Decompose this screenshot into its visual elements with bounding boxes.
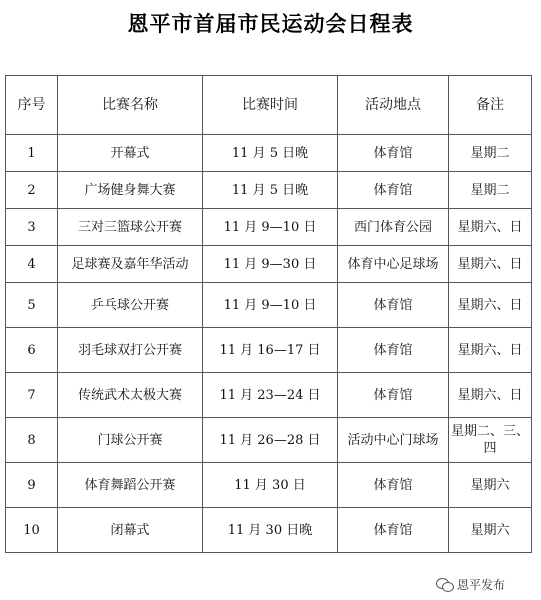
table-row (6, 328, 532, 373)
header-note: 备注 (449, 76, 532, 135)
cell-note: 星期六 (449, 463, 532, 508)
cell-name: 开幕式 (58, 135, 203, 172)
cell-time: 11 月 5 日晚 (203, 135, 338, 172)
cell-no: 5 (6, 283, 58, 328)
cell-note: 星期六、日 (449, 283, 532, 328)
cell-note: 星期二 (449, 135, 532, 172)
cell-time: 11 月 26—28 日 (203, 418, 338, 463)
cell-time: 11 月 9—10 日 (203, 209, 338, 246)
cell-no: 7 (6, 373, 58, 418)
watermark (436, 574, 505, 594)
cell-time: 11 月 23—24 日 (203, 373, 338, 418)
cell-place: 体育馆 (338, 172, 449, 209)
table-row (6, 135, 532, 172)
cell-no: 3 (6, 209, 58, 246)
page-title: 恩平市首届市民运动会日程表 (127, 11, 414, 36)
cell-place: 西门体育公园 (338, 209, 449, 246)
cell-place: 活动中心门球场 (338, 418, 449, 463)
table-row (6, 508, 532, 553)
cell-time: 11 月 30 日晚 (203, 508, 338, 553)
cell-place: 体育馆 (338, 135, 449, 172)
cell-no: 9 (6, 463, 58, 508)
watermark-text: 恩平发布 (457, 577, 506, 592)
table-row (6, 246, 532, 283)
cell-name: 足球赛及嘉年华活动 (58, 246, 203, 283)
cell-no: 4 (6, 246, 58, 283)
cell-time: 11 月 16—17 日 (203, 328, 338, 373)
table-row (6, 209, 532, 246)
cell-no: 10 (6, 508, 58, 553)
cell-note: 星期六、日 (449, 246, 532, 283)
header-time: 比赛时间 (203, 76, 338, 135)
table-row (6, 463, 532, 508)
cell-place: 体育馆 (338, 283, 449, 328)
cell-note: 星期二、三、四 (449, 418, 532, 463)
header-name: 比赛名称 (58, 76, 203, 135)
cell-no: 6 (6, 328, 58, 373)
cell-name: 闭幕式 (58, 508, 203, 553)
cell-name: 传统武术太极大赛 (58, 373, 203, 418)
cell-name: 羽毛球双打公开赛 (58, 328, 203, 373)
table-row (6, 172, 532, 209)
cell-place: 体育馆 (338, 508, 449, 553)
table-row (6, 283, 532, 328)
header-no: 序号 (6, 76, 58, 135)
cell-place: 体育馆 (338, 328, 449, 373)
cell-no: 8 (6, 418, 58, 463)
cell-place: 体育中心足球场 (338, 246, 449, 283)
header-place: 活动地点 (338, 76, 449, 135)
schedule-table (5, 75, 532, 553)
cell-name: 乒乓球公开赛 (58, 283, 203, 328)
table-header-row (6, 76, 532, 135)
cell-time: 11 月 30 日 (203, 463, 338, 508)
wechat-icon (436, 577, 453, 591)
cell-place: 体育馆 (338, 463, 449, 508)
cell-no: 1 (6, 135, 58, 172)
cell-name: 体育舞蹈公开赛 (58, 463, 203, 508)
cell-name: 门球公开赛 (58, 418, 203, 463)
cell-name: 广场健身舞大赛 (58, 172, 203, 209)
cell-note: 星期六 (449, 508, 532, 553)
cell-time: 11 月 9—30 日 (203, 246, 338, 283)
cell-note: 星期六、日 (449, 209, 532, 246)
table-row (6, 418, 532, 463)
table-row (6, 373, 532, 418)
cell-time: 11 月 5 日晚 (203, 172, 338, 209)
cell-time: 11 月 9—10 日 (203, 283, 338, 328)
cell-note: 星期二 (449, 172, 532, 209)
cell-place: 体育馆 (338, 373, 449, 418)
cell-note: 星期六、日 (449, 373, 532, 418)
cell-name: 三对三篮球公开赛 (58, 209, 203, 246)
cell-note: 星期六、日 (449, 328, 532, 373)
cell-no: 2 (6, 172, 58, 209)
